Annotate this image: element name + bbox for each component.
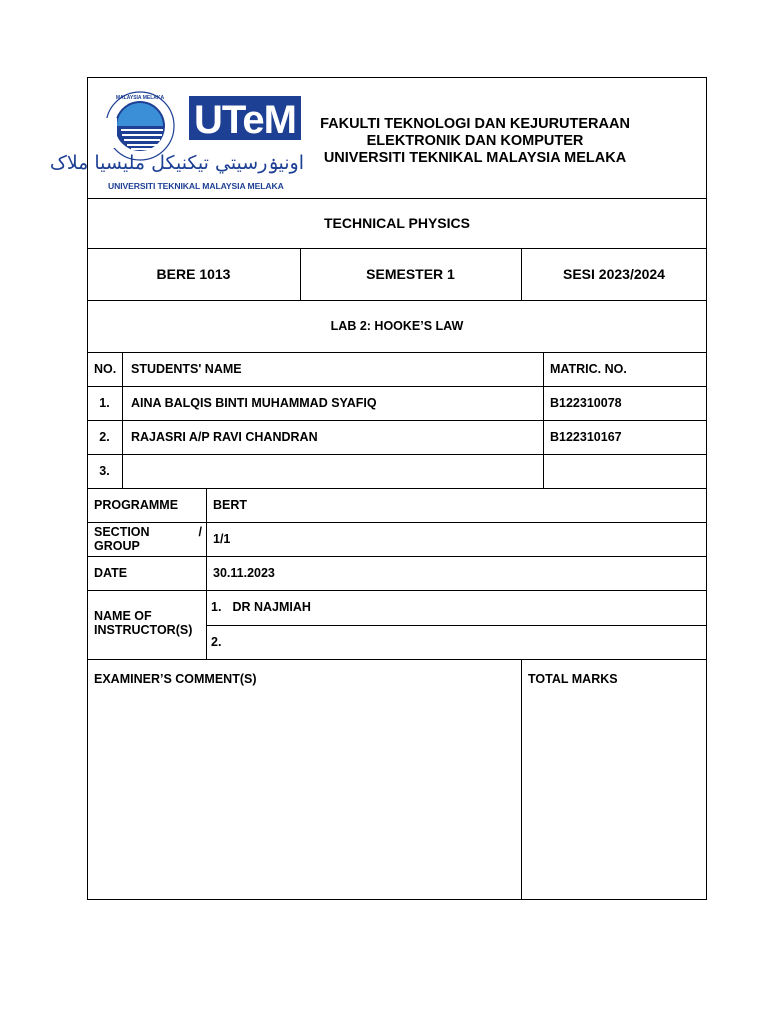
programme-label: PROGRAMME: [94, 498, 179, 512]
date-label: DATE: [94, 566, 128, 580]
col-header-name: STUDENTS' NAME: [131, 362, 242, 376]
course-title: TECHNICAL PHYSICS: [324, 215, 470, 231]
lab-title: LAB 2: HOOKE’S LAW: [330, 319, 464, 333]
student-matric: B122310078: [550, 396, 622, 410]
student-name: RAJASRI A/P RAVI CHANDRAN: [131, 430, 318, 444]
logo-jawi-script: اونيۏرسيتي تيكنيکل مليسيا ملاک: [49, 152, 304, 174]
faculty-line-3: UNIVERSITI TEKNIKAL MALAYSIA MELAKA: [323, 150, 627, 166]
instructor-2: 2.: [211, 635, 222, 649]
instructor-1-name: DR NAJMIAH: [232, 600, 311, 614]
total-marks-label: TOTAL MARKS: [528, 672, 618, 686]
student-name: [131, 454, 531, 488]
table-row-no: 3.: [99, 464, 110, 478]
section-value: 1/1: [213, 532, 231, 546]
section-group-label: SECTION / GROUP: [94, 525, 202, 553]
logo-caption: UNIVERSITI TEKNIKAL MALAYSIA MELAKA: [108, 181, 284, 191]
course-code: BERE 1013: [156, 266, 231, 282]
date-value: 30.11.2023: [213, 566, 275, 580]
col-header-no: NO.: [94, 362, 117, 376]
svg-text:MALAYSIA MELAKA: MALAYSIA MELAKA: [115, 95, 165, 101]
student-name: AINA BALQIS BINTI MUHAMMAD SYAFIQ: [131, 396, 377, 410]
faculty-line-1: FAKULTI TEKNOLOGI DAN KEJURUTERAAN: [320, 116, 630, 132]
programme-value: BERT: [213, 498, 248, 512]
student-matric: B122310167: [550, 430, 622, 444]
instructor-label: NAME OF INSTRUCTOR(S): [94, 609, 193, 637]
faculty-line-2: ELEKTRONIK DAN KOMPUTER: [366, 133, 584, 149]
student-matric: [550, 454, 700, 488]
table-row-no: 1.: [99, 396, 110, 410]
utem-logo: [49, 88, 305, 194]
logo-wordmark: UTeM: [194, 98, 296, 142]
table-row-no: 2.: [99, 430, 110, 444]
semester: SEMESTER 1: [366, 266, 455, 282]
session: SESI 2023/2024: [563, 266, 665, 282]
faculty-title: [305, 116, 645, 167]
instructor-1: 1. DR NAJMIAH: [211, 600, 311, 614]
col-header-matric: MATRIC. NO.: [550, 362, 627, 376]
examiner-comments-label: EXAMINER’S COMMENT(S): [94, 672, 257, 686]
utem-emblem-icon: [49, 88, 305, 194]
